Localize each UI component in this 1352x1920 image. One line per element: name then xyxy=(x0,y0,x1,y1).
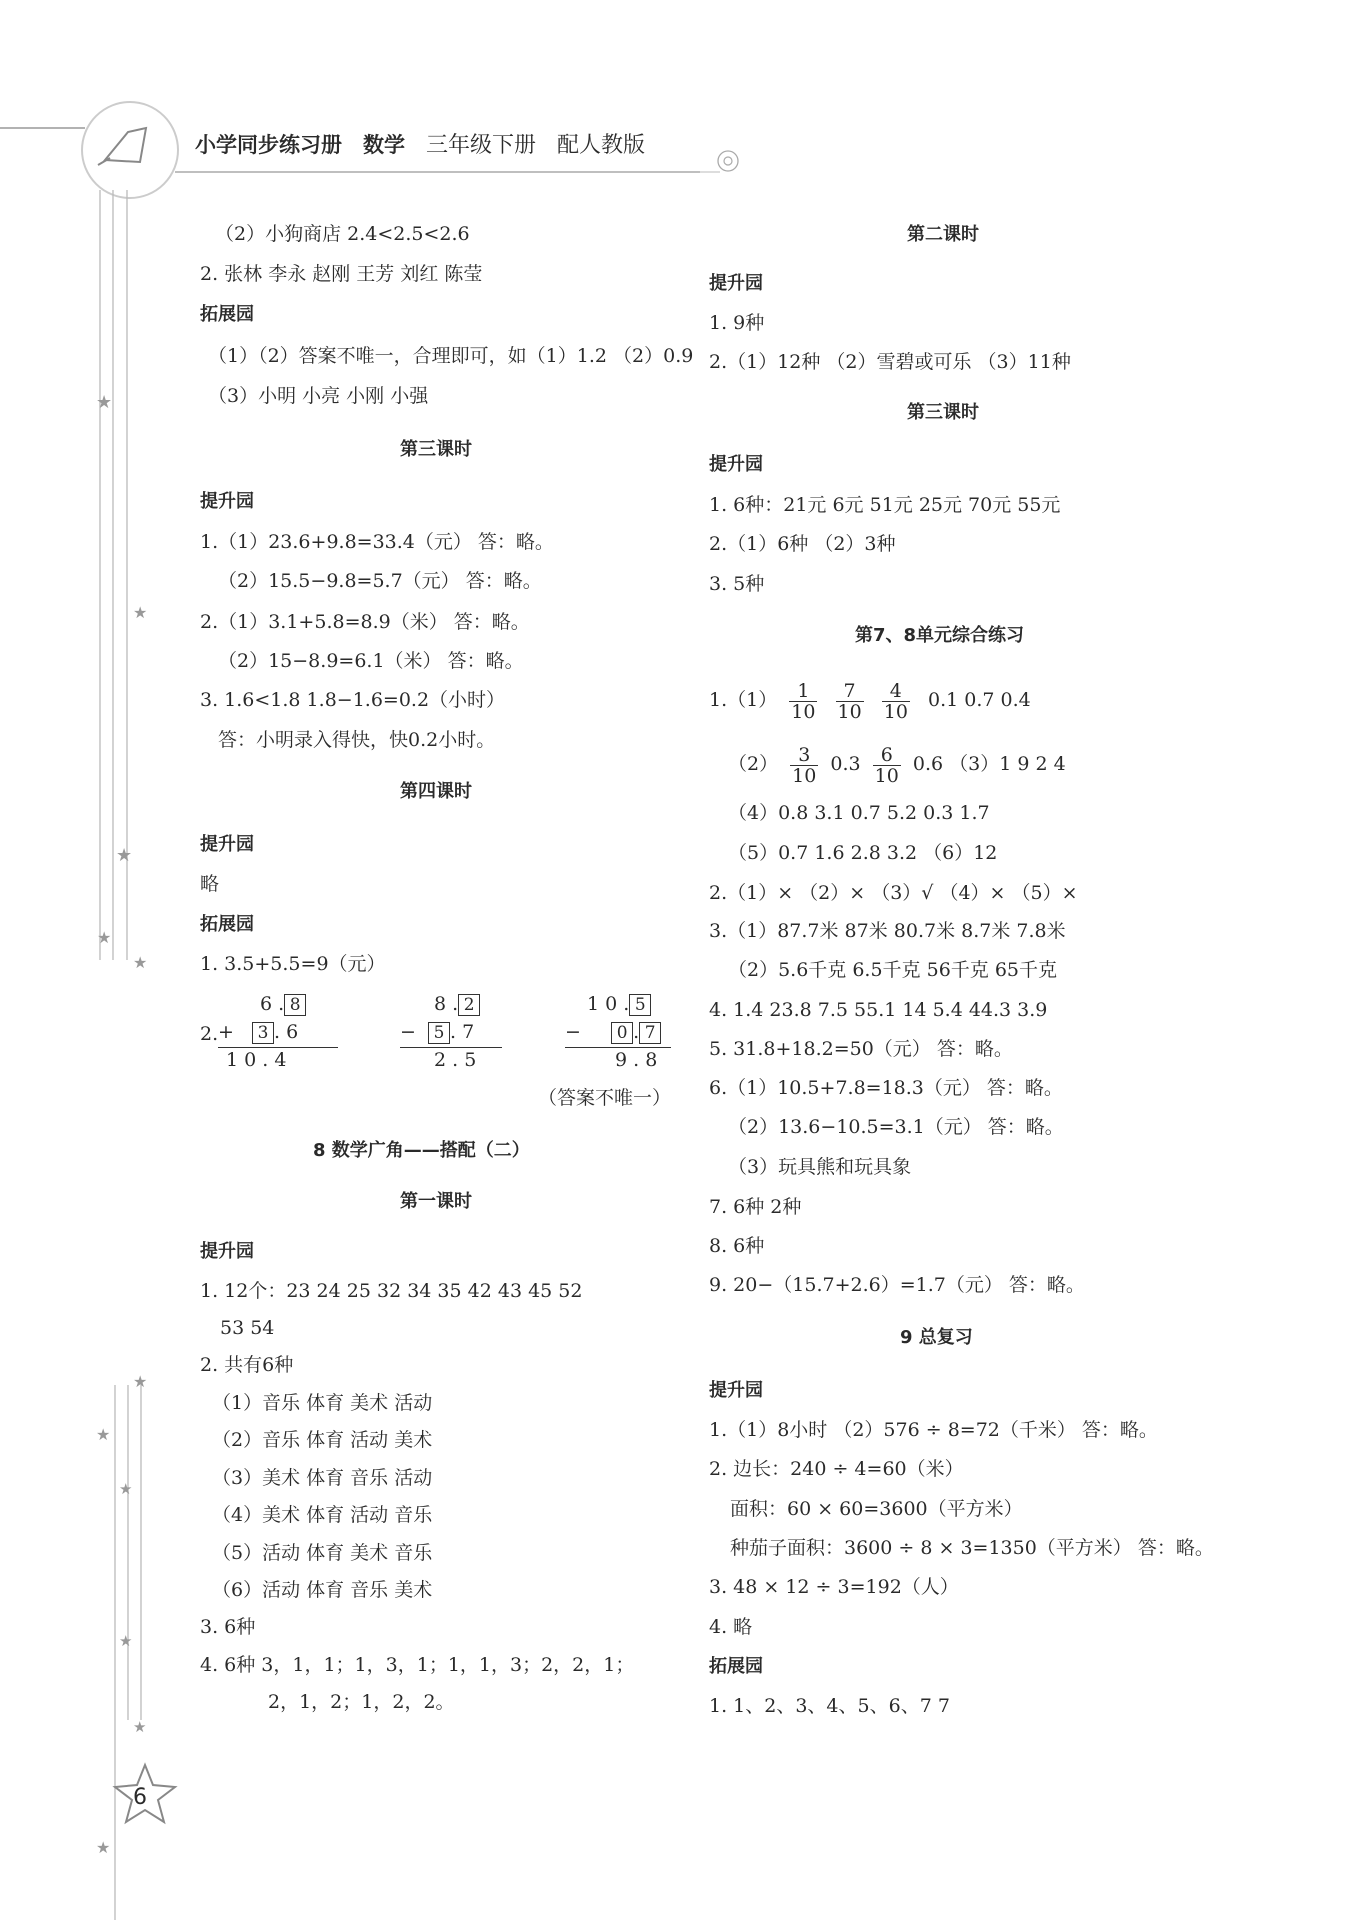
lesson-heading: 第二课时 xyxy=(907,224,979,245)
section-label: 拓展园 xyxy=(200,304,254,325)
lesson-heading: 第四课时 xyxy=(400,781,472,802)
answer-line: 1. 6种：21元 6元 51元 25元 70元 55元 xyxy=(709,494,1061,516)
section-label: 提升园 xyxy=(200,1241,254,1262)
page-header xyxy=(195,128,645,159)
answer-line: （3）美术 体育 音乐 活动 xyxy=(212,1467,433,1489)
answer-line: 2.（1）6种 （2）3种 xyxy=(709,533,896,555)
answer-line: （1）音乐 体育 美术 活动 xyxy=(212,1392,433,1414)
section-label: 提升园 xyxy=(709,1380,763,1401)
fraction-line-1: 1.（1） $\frac{1}{10}$ $\frac{7}{10}$ $\frac{4}{10}$ 0.1 0.7 0.4 xyxy=(709,679,1031,723)
answer-line: 种茄子面积：3600 ÷ 8 × 3=1350（平方米） 答：略。 xyxy=(730,1537,1214,1559)
answer-line: （2）5.6千克 6.5千克 56千克 65千克 xyxy=(728,959,1057,981)
star-icon: ★ xyxy=(96,1425,111,1444)
answer-line: 1.（1）23.6+9.8=33.4（元） 答：略。 xyxy=(200,531,554,553)
fraction: $\frac{1}{10}$ xyxy=(791,679,816,723)
answer-line: 2. 共有6种 xyxy=(200,1354,294,1376)
lesson-heading: 第三课时 xyxy=(400,439,472,460)
answer-line: 5. 31.8+18.2=50（元） 答：略。 xyxy=(709,1038,1013,1060)
chapter-heading: 8 数学广角——搭配（二） xyxy=(313,1140,530,1161)
answer-line: （3）小明 小亮 小刚 小强 xyxy=(208,385,429,407)
answer-line: （4）美术 体育 活动 音乐 xyxy=(212,1504,433,1526)
fraction: $\frac{6}{10}$ xyxy=(874,743,899,787)
answer-line: （6）活动 体育 音乐 美术 xyxy=(212,1579,433,1601)
answer-line: （3）玩具熊和玩具象 xyxy=(728,1156,912,1178)
answer-line: 4. 略 xyxy=(709,1616,753,1638)
answer-line: （5）0.7 1.6 2.8 3.2 （6）12 xyxy=(728,842,998,864)
star-icon: ★ xyxy=(116,845,133,866)
answer-line: （1）（2）答案不唯一，合理即可，如（1）1.2 （2）0.9 xyxy=(208,345,694,367)
answer-line: 答：小明录入得快，快0.2小时。 xyxy=(218,729,496,751)
chapter-heading: 9 总复习 xyxy=(900,1327,973,1348)
answer-line: （2）13.6−10.5=3.1（元） 答：略。 xyxy=(728,1116,1064,1138)
answer-line: 2.（1）× （2）× （3）√ （4）× （5）× xyxy=(709,882,1078,904)
subject: 数学 xyxy=(362,133,405,157)
answer-line: 1. 12个：23 24 25 32 34 35 42 43 45 52 xyxy=(200,1280,583,1302)
answer-line: 1. 3.5+5.5=9（元） xyxy=(200,953,386,975)
star-icon: ★ xyxy=(96,1838,111,1857)
answer-line: 1. 9种 xyxy=(709,312,765,334)
star-icon: ★ xyxy=(133,953,148,972)
answer-line: 3. 1.6<1.8 1.8−1.6=0.2（小时） xyxy=(200,689,506,711)
chapter-heading: 第7、8单元综合练习 xyxy=(855,625,1025,646)
section-label: 提升园 xyxy=(709,273,763,294)
edition: 配人教版 xyxy=(556,133,645,158)
answer-line: 略 xyxy=(200,873,220,895)
answer-line: （5）活动 体育 美术 音乐 xyxy=(212,1542,433,1564)
answer-line: 7. 6种 2种 xyxy=(709,1196,802,1218)
star-icon: ★ xyxy=(119,1480,133,1498)
answer-line: （2）小狗商店 2.4<2.5<2.6 xyxy=(215,223,470,245)
page-number: 6 xyxy=(133,1785,147,1810)
star-icon: ★ xyxy=(96,392,113,413)
answer-line: 53 54 xyxy=(220,1317,275,1339)
answer-line: 9. 20−（15.7+2.6）=1.7（元） 答：略。 xyxy=(709,1274,1085,1296)
answer-line: 3. 5种 xyxy=(709,573,765,595)
fraction: $\frac{7}{10}$ xyxy=(837,679,862,723)
fraction-line-2: （2） $\frac{3}{10}$ 0.3 $\frac{6}{10}$ 0.6 （3）1 9 2 4 xyxy=(728,743,1066,787)
answer-line: 1.（1）8小时 （2）576 ÷ 8=72（千米） 答：略。 xyxy=(709,1419,1158,1441)
fraction: $\frac{3}{10}$ xyxy=(792,743,817,787)
fraction: $\frac{4}{10}$ xyxy=(883,679,908,723)
star-icon: ★ xyxy=(119,1632,133,1650)
section-label: 拓展园 xyxy=(709,1656,763,1677)
answer-line: 面积：60 × 60=3600（平方米） xyxy=(730,1498,1023,1520)
answer-line: 8. 6种 xyxy=(709,1235,765,1257)
answer-line: 3. 6种 xyxy=(200,1616,256,1638)
answer-line: （2）15.5−9.8=5.7（元） 答：略。 xyxy=(218,570,542,592)
answer-line: 2.（1）12种 （2）雪碧或可乐 （3）11种 xyxy=(709,351,1071,373)
answer-line: 4. 6种 3，1，1；1，3，1；1，1，3；2，2，1； xyxy=(200,1654,635,1676)
vertical-calc-2: 8 . 2 − 5 . 7 2 . 5 xyxy=(400,992,502,1072)
star-icon: ★ xyxy=(97,928,112,947)
answer-line: 2. xyxy=(200,1023,219,1045)
note: （答案不唯一） xyxy=(538,1087,672,1109)
star-icon: ★ xyxy=(133,1372,148,1391)
lesson-heading: 第一课时 xyxy=(400,1191,472,1212)
answer-line: 4. 1.4 23.8 7.5 55.1 14 5.4 44.3 3.9 xyxy=(709,999,1048,1021)
answer-line: （2）音乐 体育 活动 美术 xyxy=(212,1429,433,1451)
section-label: 提升园 xyxy=(200,834,254,855)
answer-line: 2，1，2；1，2，2。 xyxy=(268,1691,455,1713)
answer-line: 2. 张林 李永 赵刚 王芳 刘红 陈莹 xyxy=(200,263,483,285)
lesson-heading: 第三课时 xyxy=(907,402,979,423)
answer-line: （2）15−8.9=6.1（米） 答：略。 xyxy=(218,650,524,672)
book-title: 小学同步练习册 xyxy=(195,133,342,157)
vertical-calc-3: 1 0 . 5 − 0 . 7 9 . 8 xyxy=(565,992,671,1072)
grade: 三年级下册 xyxy=(425,133,536,158)
answer-line: 2.（1）3.1+5.8=8.9（米） 答：略。 xyxy=(200,611,530,633)
section-label: 拓展园 xyxy=(200,914,254,935)
star-icon: ★ xyxy=(133,603,148,622)
section-label: 提升园 xyxy=(200,491,254,512)
vertical-calc-1: 6 . 8 + 3 . 6 1 0 . 4 xyxy=(218,992,338,1072)
answer-line: 1. 1、2、3、4、5、6、7 7 xyxy=(709,1695,950,1717)
star-icon: ★ xyxy=(133,1718,147,1736)
answer-line: （4）0.8 3.1 0.7 5.2 0.3 1.7 xyxy=(728,802,990,824)
section-label: 提升园 xyxy=(709,454,763,475)
answer-line: 3. 48 × 12 ÷ 3=192（人） xyxy=(709,1576,959,1598)
answer-line: 2. 边长：240 ÷ 4=60（米） xyxy=(709,1458,964,1480)
answer-line: 6.（1）10.5+7.8=18.3（元） 答：略。 xyxy=(709,1077,1063,1099)
answer-line: 3.（1）87.7米 87米 80.7米 8.7米 7.8米 xyxy=(709,920,1066,942)
